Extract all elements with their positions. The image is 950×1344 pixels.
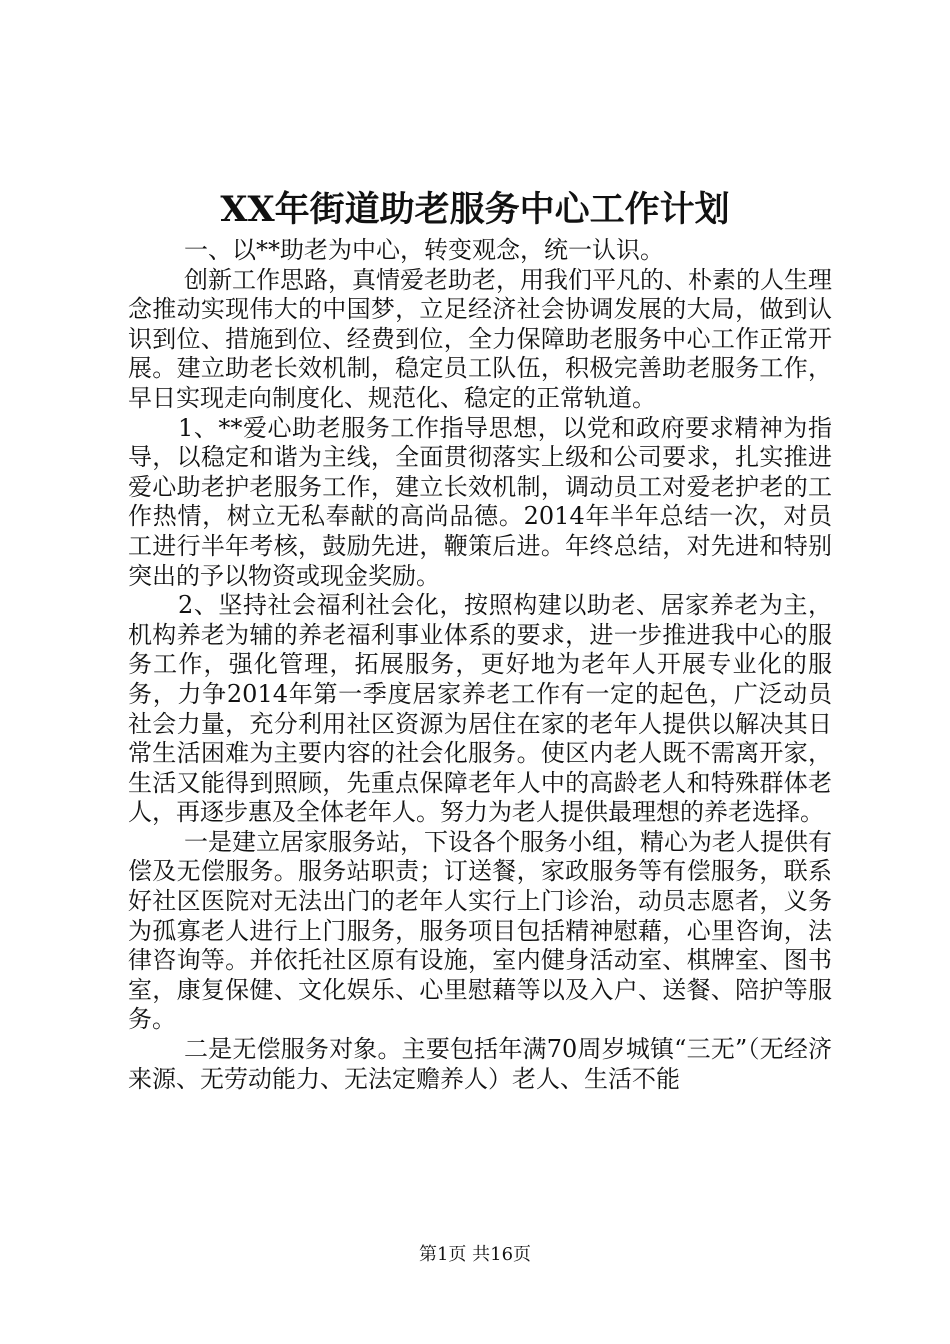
paragraph-section-1-heading: 一、以**助老为中心，转变观念，统一认识。 [184, 236, 664, 264]
document-title: XX年街道助老服务中心工作计划 [220, 189, 730, 230]
page-footer: 第1页 共16页 [418, 1244, 532, 1265]
paragraph-innovation: 创新工作思路，真情爱老助老，用我们平凡的、朴素的人生理念推动实现伟大的中国梦，立足经济社会协调发展的大局，做到认识到位、措施到位、经费到位，全力保障助老服务中心工作正常开展。建立助老长效机制，稳定员工队伍，积极完善助老服务工作，早日实现走向制度化、规范化、稳定的正常轨道。 [128, 265, 832, 412]
paragraph-free-service: 二是无偿服务对象。主要包括年满70周岁城镇“三无”（无经济来源、无劳动能力、无法定赡养人）老人、生活不能 [128, 1035, 832, 1093]
paragraph-item-2: 2、坚持社会福利社会化，按照构建以助老、居家养老为主，机构养老为辅的养老福利事业体系的要求，进一步推进我中心的服务工作，强化管理，拓展服务，更好地为老年人开展专业化的服务，力争2014年第一季度居家养老工作有一定的起色，广泛动员社会力量，充分利用社区资源为居住在家的老年人提供以解决其日常生活困难为主要内容的社会化服务。使区内老人既不需离开家，生活又能得到照顾，先重点保障老年人中的高龄老人和特殊群体老人，再逐步惠及全体老年人。努力为老人提供最理想的养老选择。 [128, 591, 832, 827]
document-body [128, 236, 832, 1094]
paragraph-item-1: 1、**爱心助老服务工作指导思想，以党和政府要求精神为指导，以稳定和谐为主线，全面贯彻落实上级和公司要求，扎实推进爱心助老护老服务工作，建立长效机制，调动员工对爱老护老的工作热情，树立无私奉献的高尚品德。2014年半年总结一次，对员工进行半年考核，鼓励先进，鞭策后进。年终总结，对先进和特别突出的予以物资或现金奖励。 [128, 413, 832, 590]
paragraph-service-station: 一是建立居家服务站，下设各个服务小组，精心为老人提供有偿及无偿服务。服务站职责；订送餐，家政服务等有偿服务，联系好社区医院对无法出门的老年人实行上门诊治，动员志愿者，义务为孤寡老人进行上门服务，服务项目包括精神慰藉，心里咨询，法律咨询等。并依托社区原有设施，室内健身活动室、棋牌室、图书室，康复保健、文化娱乐、心里慰藉等以及入户、送餐、陪护等服务。 [128, 827, 832, 1034]
